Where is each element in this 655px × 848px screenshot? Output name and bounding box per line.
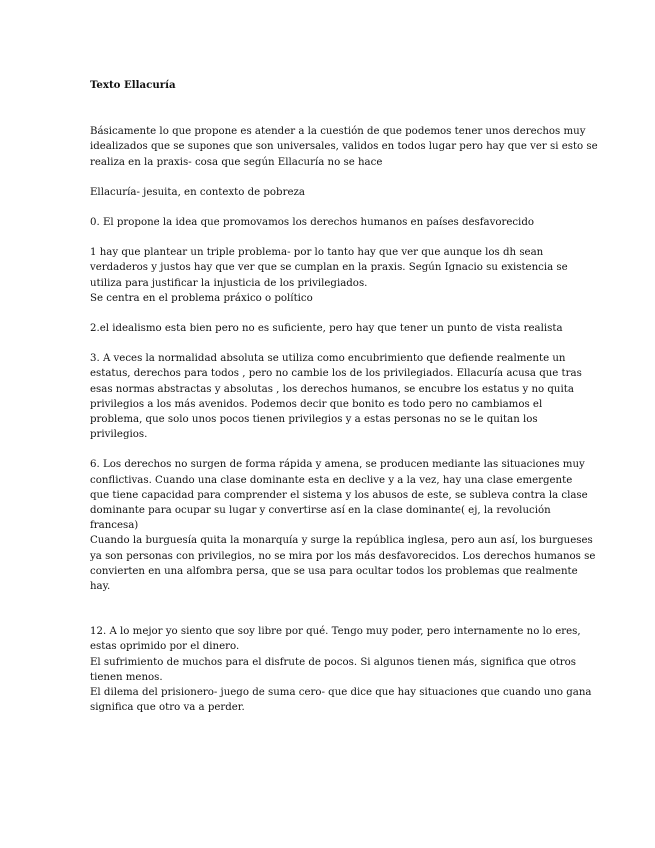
text-line: esas normas abstractas y absolutas , los derechos humanos, se encubre los estatus y no quita	[90, 383, 574, 395]
text-line: utiliza para justificar la injusticia de los privilegiados.	[90, 277, 368, 289]
text-line: estas oprimido por el dinero.	[90, 641, 240, 653]
document-body	[90, 78, 598, 731]
text-line: 3. A veces la normalidad absoluta se utiliza como encubrimiento que defiende realmente un	[90, 353, 566, 365]
paragraph-list	[90, 124, 598, 715]
text-line: verdaderos y justos hay que ver que se cumplan en la praxis. Según Ignacio su existencia se	[90, 262, 568, 274]
paragraph	[90, 185, 570, 200]
text-line: que tiene capacidad para comprender el sistema y los abusos de este, se subleva contra la clase	[90, 489, 588, 501]
text-line: estatus, derechos para todos , pero no cambie los de los privilegiados. Ellacuría acusa que tras	[90, 368, 582, 380]
paragraph	[90, 215, 570, 230]
text-line: Se centra en el problema práxico o político	[90, 292, 313, 304]
text-line: 1 hay que plantear un triple problema- por lo tanto hay que ver que aunque los dh sean	[90, 247, 544, 259]
text-line: 2.el idealismo esta bien pero no es suficiente, pero hay que tener un punto de vista realista	[90, 323, 563, 335]
text-line: hay.	[90, 581, 111, 593]
paragraph	[90, 245, 570, 306]
text-line: tienen menos.	[90, 671, 163, 683]
text-line: privilegios.	[90, 429, 148, 441]
text-line: significa que otro va a perder.	[90, 702, 245, 714]
text-line: dominante para ocupar su lugar y convertirse así en la clase dominante( ej, la revolución	[90, 505, 551, 517]
text-line: privilegios a los más avenidos. Podemos decir que bonito es todo pero no cambiamos el	[90, 398, 543, 410]
paragraph	[90, 351, 582, 442]
document-title: Texto Ellacuría	[90, 79, 176, 91]
paragraph	[90, 321, 570, 336]
text-line: El dilema del prisionero- juego de suma cero- que dice que hay situaciones que cuando uno gana	[90, 687, 592, 699]
text-line: realiza en la praxis- cosa que según Ellacuría no se hace	[90, 156, 383, 168]
text-line: Cuando la burguesía quita la monarquía y surge la república inglesa, pero aun así, los burgueses	[90, 535, 593, 547]
paragraph	[90, 124, 598, 170]
text-line: problema, que solo unos pocos tienen privilegios y a estas personas no se le quitan los	[90, 414, 538, 426]
text-line: ya son personas con privilegios, no se mira por los más desfavorecidos. Los derechos humanos se	[90, 550, 596, 562]
text-line: conflictivas. Cuando una clase dominante esta en declive y a la vez, hay una clase emergente	[90, 474, 573, 486]
text-line: 0. El propone la idea que promovamos los derechos humanos en países desfavorecido	[90, 217, 534, 229]
text-line: Básicamente lo que propone es atender a la cuestión de que podemos tener unos derechos muy	[90, 126, 586, 138]
text-line: convierten en una alfombra persa, que se usa para ocultar todos los problemas que realmente	[90, 565, 578, 577]
text-line: idealizados que se supones que son universales, validos en todos lugar pero hay que ver si esto se	[90, 141, 598, 153]
paragraph	[90, 457, 596, 594]
text-line: francesa)	[90, 520, 139, 532]
text-line: 6. Los derechos no surgen de forma rápida y amena, se producen mediante las situaciones muy	[90, 459, 585, 471]
text-line: 12. A lo mejor yo siento que soy libre por qué. Tengo muy poder, pero internamente no lo eres,	[90, 626, 581, 638]
text-line: Ellacuría- jesuita, en contexto de pobreza	[90, 186, 305, 198]
text-line: El sufrimiento de muchos para el disfrute de pocos. Si algunos tienen más, significa que otros	[90, 656, 577, 668]
paragraph	[90, 624, 592, 715]
